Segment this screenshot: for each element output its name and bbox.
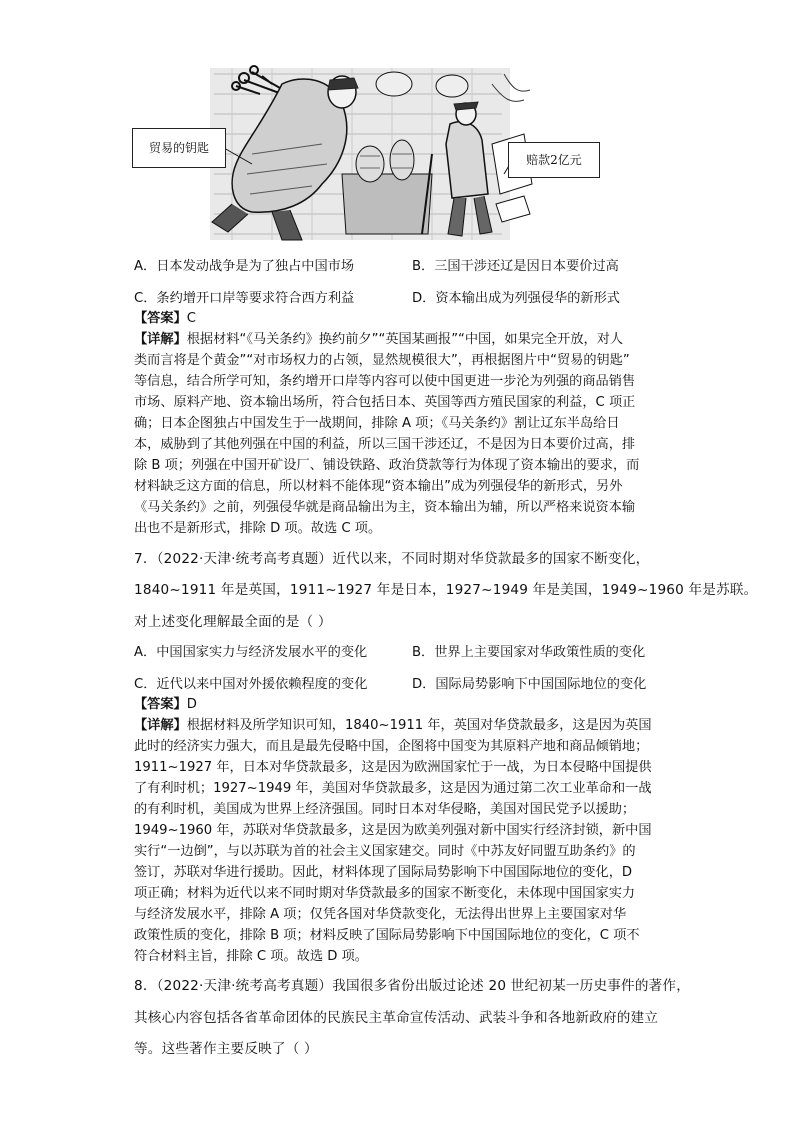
explain-text: 根据材料及所学知识可知，1840~1911 年，英国对华贷款最多，这是因为英国 [186,718,652,733]
q6-option-a [134,255,354,274]
q6-explain-line-0 [134,330,623,350]
q6-explain-line-9: 出也不是新形式，排除 D 项。故选 C 项。 [134,521,382,536]
answer-label: 【答案】 [134,311,187,326]
q7-option-b [412,641,645,660]
q7-explain-line-7: 签订，苏联对华进行援助。因此，材料体现了国际局势影响下中国国际地位的变化，D [134,865,633,880]
q7-stem-line-1: 1840~1911 年是英国，1911~1927 年是日本，1927~1949 年是美国，1949~1960 年是苏联。 [134,582,758,598]
q7-explain-line-5: 1949~1960 年，苏联对华贷款最多，这是因为欧美列强对新中国实行经济封锁，新中国 [134,823,652,838]
q8-stem-line-0: 8．（2022·天津·统考高考真题）我国很多省份出版过论述 20 世纪初某一历史事件的著作， [134,978,691,994]
q7-explain-line-3: 了有利时机；1927~1949 年，美国对华贷款最多，这是因为通过第二次工业革命和一战 [134,781,652,796]
q7-explain-line-1: 此时的经济实力强大，而且是最先侵略中国，企图将中国变为其原料产地和商品倾销地； [134,739,649,754]
q6-explain-line-1: 类而言将是个黄金”“对市场权力的占领，显然规模很大”，再根据图片中“贸易的钥匙” [134,353,630,368]
q7-stem-line-0: 7．（2022·天津·统考高考真题）近代以来，不同时期对华贷款最多的国家不断变化， [134,551,650,567]
answer-label: 【答案】 [134,697,187,712]
option-text: 条约增开口岸等要求符合西方利益 [156,291,355,306]
q8-stem-line-1: 其核心内容包括各省革命团体的民族民主革命宣传活动、武装斗争和各地新政府的建立 [134,1010,659,1026]
option-letter: B． [412,259,435,274]
q7-option-d [412,673,646,692]
q6-explain-line-7: 材料缺乏这方面的信息，所以材料不能体现“资本输出”成为列强侵华的新形式，另外 [134,479,623,494]
q6-option-d [412,287,620,306]
q7-explain-line-9: 与经济发展水平，排除 A 项；仅凭各国对华贷款变化，无法得出世界上主要国家对华 [134,907,627,922]
option-letter: A． [134,645,157,660]
explain-label: 【详解】 [134,718,187,733]
q7-explain-line-0 [134,716,652,736]
option-letter: D． [412,291,436,306]
q8-stem-line-2: 等。这些著作主要反映了（ ） [134,1041,318,1057]
q6-explain-line-8: 《马关条约》之前，列强侵华就是商品输出为主，资本输出为辅，所以严格来说资本输 [134,500,636,515]
q6-explain-line-4: 确；日本企图独占中国发生于一战期间，排除 A 项；《马关条约》割让辽东半岛给日 [134,416,620,431]
option-letter: D． [412,677,436,692]
option-text: 世界上主要国家对华政策性质的变化 [434,645,646,660]
option-letter: C． [134,677,157,692]
q6-option-c [134,287,354,306]
q6-explain-line-6: 除 B 项；列强在中国开矿设厂、铺设铁路、政治贷款等行为体现了资本输出的要求，而 [134,458,640,473]
option-text: 日本发动战争是为了独占中国市场 [156,259,355,274]
option-letter: A． [134,259,157,274]
q7-explain-line-10: 政策性质的变化，排除 B 项；材料反映了国际局势影响下中国国际地位的变化，C 项不 [134,928,640,943]
answer-value: C [186,311,196,326]
callout-trade-keys: 贸易的钥匙 [132,128,226,168]
explain-text: 根据材料“《马关条约》换约前夕”“英国某画报”“中国，如果完全开放，对人 [186,332,624,347]
option-text: 三国干涉还辽是因日本要价过高 [434,259,619,274]
q7-stem-line-2: 对上述变化理解最全面的是（ ） [134,614,332,630]
option-text: 近代以来中国对外援依赖程度的变化 [156,677,368,692]
q6-explain-line-3: 市场、原料产地、资本输出场所，符合包括日本、英国等西方殖民国家的利益，C 项正 [134,395,636,410]
q6-option-b [412,255,619,274]
q7-explain-line-11: 符合材料主旨，排除 C 项。故选 D 项。 [134,949,368,964]
callout-indemnity: 赔款2亿元 [508,142,600,178]
option-text: 国际局势影响下中国国际地位的变化 [435,677,647,692]
q6-explain-line-5: 本，威胁到了其他列强在中国的利益，所以三国干涉还辽，不是因为日本要价过高，排 [134,437,636,452]
option-text: 中国国家实力与经济发展水平的变化 [156,645,368,660]
q7-answer [134,695,197,715]
explain-label: 【详解】 [134,332,187,347]
q7-option-c [134,673,367,692]
option-letter: C． [134,291,157,306]
q7-option-a [134,641,367,660]
cartoon-illustration [132,64,602,244]
option-letter: B． [412,645,435,660]
q7-explain-line-8: 项正确；材料为近代以来不同时期对华贷款最多的国家不断变化，未体现中国国家实力 [134,886,636,901]
q6-explain-line-2: 等信息，结合所学可知，条约增开口岸等内容可以使中国更进一步沦为列强的商品销售 [134,374,636,389]
q7-explain-line-2: 1911~1927 年，日本对华贷款最多，这是因为欧洲国家忙于一战，为日本侵略中国提供 [134,760,652,775]
answer-value: D [186,697,197,712]
option-text: 资本输出成为列强侵华的新形式 [435,291,620,306]
q6-answer [134,309,196,329]
q7-explain-line-6: 实行“一边倒”，与以苏联为首的社会主义国家建交。同时《中苏友好同盟互助条约》的 [134,844,636,859]
q7-explain-line-4: 的有利时机，美国成为世界上经济强国。同时日本对华侵略，美国对国民党予以援助； [134,802,636,817]
